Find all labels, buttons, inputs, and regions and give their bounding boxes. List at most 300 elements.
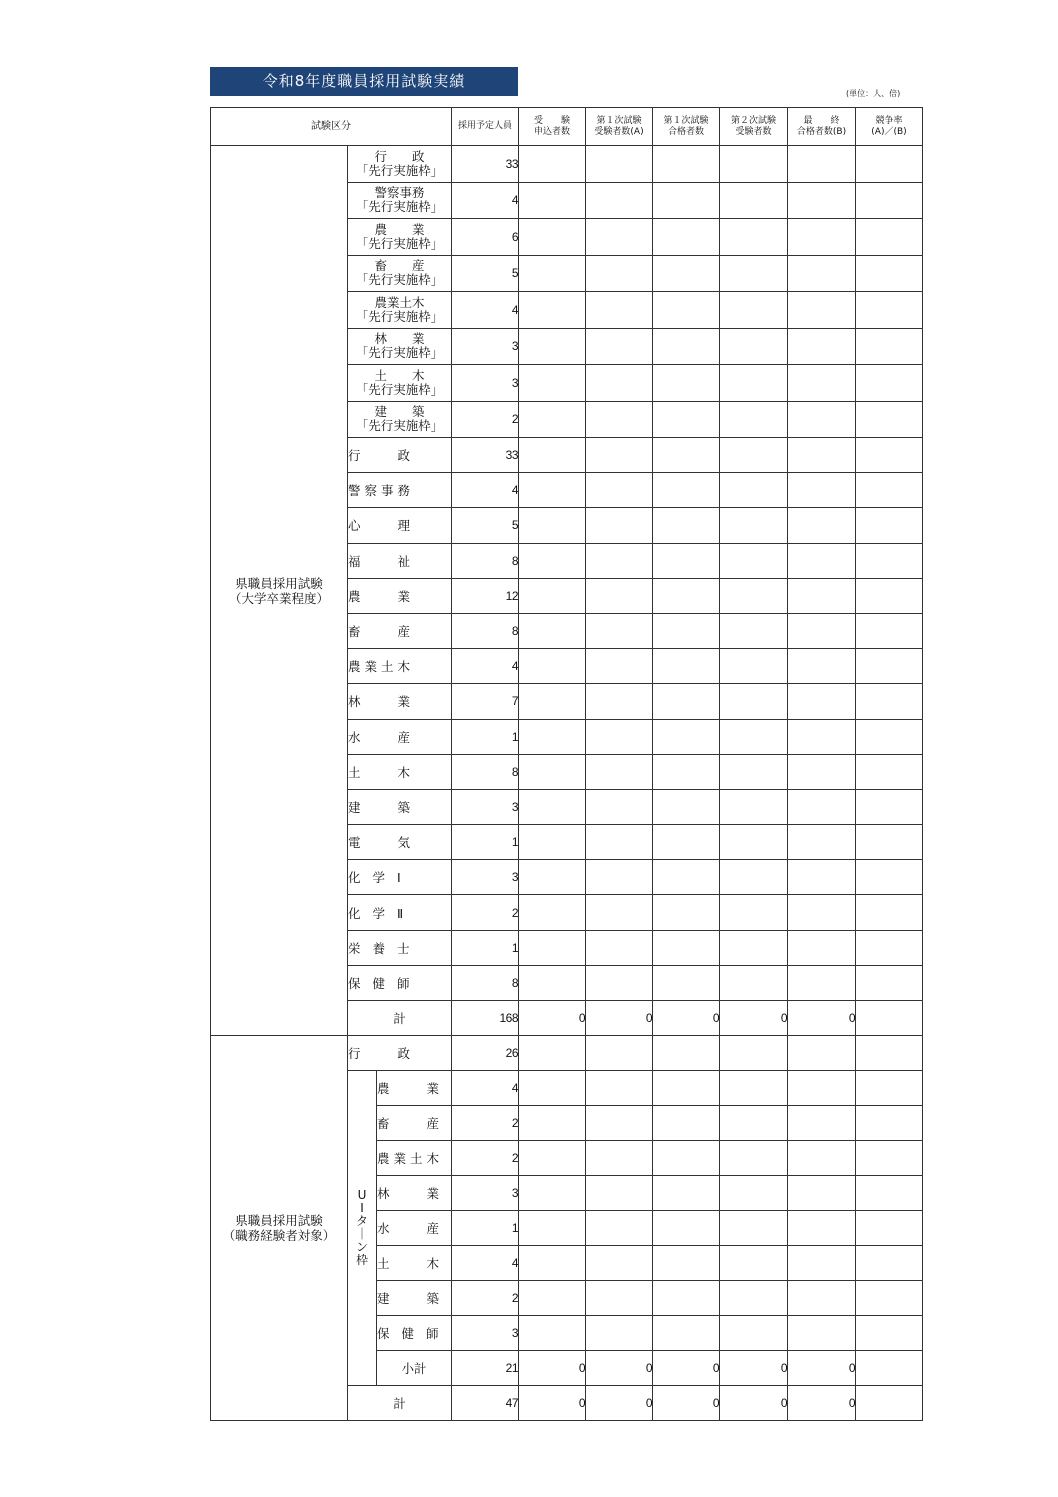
data-cell (788, 182, 856, 219)
data-cell (586, 1281, 653, 1316)
data-cell (519, 965, 586, 1000)
data-cell (653, 1281, 720, 1316)
category-cell: 畜 産 「先行実施枠」 (348, 255, 452, 292)
data-cell (856, 473, 923, 508)
data-cell (653, 1176, 720, 1211)
planned-cell: 1 (452, 719, 519, 754)
data-cell (720, 219, 788, 256)
data-cell (856, 1106, 923, 1141)
planned-cell: 33 (452, 146, 519, 183)
data-cell (653, 965, 720, 1000)
header-second-takers: 第２次試験 受験者数 (720, 108, 788, 146)
data-cell (519, 825, 586, 860)
planned-cell: 4 (452, 292, 519, 329)
page-title: 令和8年度職員採用試験実績 (210, 67, 518, 96)
data-cell (720, 719, 788, 754)
data-cell (519, 684, 586, 719)
data-cell (519, 930, 586, 965)
data-cell (586, 1036, 653, 1071)
total-cell-final-passers: 0 (788, 1351, 856, 1386)
data-cell (519, 365, 586, 402)
data-cell (653, 1106, 720, 1141)
data-cell (519, 292, 586, 329)
data-cell (788, 578, 856, 613)
total-label: 計 (348, 1386, 452, 1421)
data-cell (519, 754, 586, 789)
data-cell (586, 825, 653, 860)
data-cell (653, 1211, 720, 1246)
table-row (211, 146, 923, 183)
category-cell: 林 業 (377, 1176, 452, 1211)
total-cell-second-takers: 0 (720, 1351, 788, 1386)
data-cell (653, 860, 720, 895)
data-cell (653, 182, 720, 219)
category-cell: 警察事務 「先行実施枠」 (348, 182, 452, 219)
header-first-takers: 第１次試験 受験者数(A) (586, 108, 653, 146)
data-cell (856, 684, 923, 719)
data-cell (856, 789, 923, 824)
data-cell (720, 508, 788, 543)
data-cell (720, 895, 788, 930)
data-cell (519, 146, 586, 183)
data-cell (720, 754, 788, 789)
data-cell (856, 1036, 923, 1071)
planned-cell: 4 (452, 182, 519, 219)
data-cell (653, 438, 720, 473)
data-cell (788, 1281, 856, 1316)
data-cell (856, 438, 923, 473)
total-cell-first-passers: 0 (653, 1351, 720, 1386)
data-cell (856, 1176, 923, 1211)
total-label: 計 (348, 1001, 452, 1036)
data-cell (586, 578, 653, 613)
category-cell: 林 業 「先行実施枠」 (348, 328, 452, 365)
data-cell (519, 719, 586, 754)
unit-note: (単位：人、倍) (846, 89, 901, 98)
planned-cell: 3 (452, 1316, 519, 1351)
data-cell (586, 1071, 653, 1106)
data-cell (788, 860, 856, 895)
data-cell (586, 684, 653, 719)
data-cell (653, 1246, 720, 1281)
data-cell (720, 578, 788, 613)
results-table (210, 107, 923, 1421)
total-cell-first-passers: 0 (653, 1386, 720, 1421)
planned-cell: 5 (452, 255, 519, 292)
total-cell-applicants: 0 (519, 1386, 586, 1421)
data-cell (856, 719, 923, 754)
data-cell (653, 719, 720, 754)
data-cell (720, 1141, 788, 1176)
data-cell (720, 401, 788, 438)
data-cell (653, 789, 720, 824)
data-cell (856, 965, 923, 1000)
planned-cell: 2 (452, 1106, 519, 1141)
data-cell (720, 292, 788, 329)
data-cell (856, 219, 923, 256)
planned-cell: 2 (452, 1281, 519, 1316)
planned-cell: 8 (452, 965, 519, 1000)
data-cell (653, 1071, 720, 1106)
data-cell (856, 1246, 923, 1281)
subtotal-label: 小計 (377, 1351, 452, 1386)
data-cell (788, 1106, 856, 1141)
planned-cell: 12 (452, 578, 519, 613)
data-cell (653, 754, 720, 789)
category-cell: 農業土木 (377, 1141, 452, 1176)
section-university (211, 146, 923, 1036)
data-cell (586, 146, 653, 183)
data-cell (788, 930, 856, 965)
total-cell-ratio (856, 1351, 923, 1386)
data-cell (586, 473, 653, 508)
planned-cell: 8 (452, 543, 519, 578)
planned-cell: 3 (452, 1176, 519, 1211)
data-cell (788, 328, 856, 365)
data-cell (653, 1141, 720, 1176)
data-cell (856, 1211, 923, 1246)
data-cell (653, 1036, 720, 1071)
total-cell-first-takers: 0 (586, 1001, 653, 1036)
planned-cell: 33 (452, 438, 519, 473)
data-cell (788, 146, 856, 183)
data-cell (653, 1316, 720, 1351)
planned-cell: 47 (452, 1386, 519, 1421)
data-cell (856, 1316, 923, 1351)
header-category: 試験区分 (211, 108, 452, 146)
data-cell (788, 219, 856, 256)
category-cell: 化 学 Ⅱ (348, 895, 452, 930)
data-cell (586, 219, 653, 256)
data-cell (519, 1316, 586, 1351)
planned-cell: 3 (452, 365, 519, 402)
data-cell (653, 613, 720, 648)
data-cell (856, 401, 923, 438)
planned-cell: 2 (452, 1141, 519, 1176)
category-cell: 電 気 (348, 825, 452, 860)
planned-cell: 2 (452, 895, 519, 930)
planned-cell: 5 (452, 508, 519, 543)
data-cell (519, 508, 586, 543)
data-cell (720, 1211, 788, 1246)
data-cell (788, 473, 856, 508)
data-cell (856, 1071, 923, 1106)
data-cell (519, 1246, 586, 1281)
total-cell-first-takers: 0 (586, 1386, 653, 1421)
data-cell (788, 965, 856, 1000)
data-cell (519, 543, 586, 578)
data-cell (788, 1176, 856, 1211)
category-cell: 栄 養 士 (348, 930, 452, 965)
planned-cell: 21 (452, 1351, 519, 1386)
total-cell-ratio (856, 1001, 923, 1036)
data-cell (856, 182, 923, 219)
data-cell (856, 754, 923, 789)
data-cell (519, 255, 586, 292)
data-cell (788, 789, 856, 824)
data-cell (519, 649, 586, 684)
category-cell: 農業土木 「先行実施枠」 (348, 292, 452, 329)
data-cell (586, 1316, 653, 1351)
data-cell (586, 1176, 653, 1211)
planned-cell: 8 (452, 754, 519, 789)
data-cell (653, 255, 720, 292)
data-cell (788, 649, 856, 684)
data-cell (586, 328, 653, 365)
category-cell: 林 業 (348, 684, 452, 719)
data-cell (519, 1176, 586, 1211)
header-planned: 採用予定人員 (452, 108, 519, 146)
data-cell (586, 860, 653, 895)
data-cell (519, 182, 586, 219)
data-cell (856, 146, 923, 183)
data-cell (653, 930, 720, 965)
data-cell (788, 1036, 856, 1071)
data-cell (788, 438, 856, 473)
data-cell (720, 328, 788, 365)
category-cell: 行 政 「先行実施枠」 (348, 146, 452, 183)
data-cell (586, 1106, 653, 1141)
data-cell (653, 508, 720, 543)
category-cell: 土 木 「先行実施枠」 (348, 365, 452, 402)
category-cell: 農 業 (348, 578, 452, 613)
data-cell (519, 473, 586, 508)
planned-cell: 6 (452, 219, 519, 256)
category-cell: 心 理 (348, 508, 452, 543)
data-cell (788, 1141, 856, 1176)
planned-cell: 168 (452, 1001, 519, 1036)
category-cell: 行 政 (348, 1036, 452, 1071)
data-cell (788, 613, 856, 648)
data-cell (788, 255, 856, 292)
data-cell (586, 754, 653, 789)
planned-cell: 1 (452, 1211, 519, 1246)
data-cell (788, 508, 856, 543)
group-label-experienced: 県職員採用試験 （職務経験者対象） (211, 1036, 348, 1421)
planned-cell: 2 (452, 401, 519, 438)
category-cell: 保 健 師 (348, 965, 452, 1000)
data-cell (586, 930, 653, 965)
data-cell (788, 825, 856, 860)
data-cell (653, 543, 720, 578)
data-cell (653, 473, 720, 508)
data-cell (586, 1211, 653, 1246)
data-cell (653, 365, 720, 402)
data-cell (720, 825, 788, 860)
category-cell: 行 政 (348, 438, 452, 473)
category-cell: 土 木 (348, 754, 452, 789)
data-cell (856, 1281, 923, 1316)
data-cell (720, 365, 788, 402)
data-cell (788, 1071, 856, 1106)
data-cell (720, 1176, 788, 1211)
category-cell: 畜 産 (348, 613, 452, 648)
data-cell (653, 684, 720, 719)
data-cell (653, 401, 720, 438)
total-cell-first-takers: 0 (586, 1351, 653, 1386)
category-cell: 農 業 「先行実施枠」 (348, 219, 452, 256)
data-cell (720, 1246, 788, 1281)
category-cell: 水 産 (377, 1211, 452, 1246)
data-cell (586, 719, 653, 754)
planned-cell: 1 (452, 825, 519, 860)
data-cell (586, 1141, 653, 1176)
planned-cell: 8 (452, 613, 519, 648)
data-cell (788, 684, 856, 719)
category-cell: 保 健 師 (377, 1316, 452, 1351)
planned-cell: 26 (452, 1036, 519, 1071)
data-cell (856, 292, 923, 329)
total-cell-second-takers: 0 (720, 1001, 788, 1036)
data-cell (788, 1246, 856, 1281)
data-cell (856, 825, 923, 860)
data-cell (720, 255, 788, 292)
data-cell (653, 578, 720, 613)
data-cell (788, 543, 856, 578)
data-cell (519, 1211, 586, 1246)
category-cell: 建 築 「先行実施枠」 (348, 401, 452, 438)
data-cell (856, 930, 923, 965)
data-cell (519, 1281, 586, 1316)
data-cell (519, 895, 586, 930)
data-cell (856, 365, 923, 402)
data-cell (720, 473, 788, 508)
total-cell-first-passers: 0 (653, 1001, 720, 1036)
header-final-passers: 最 終 合格者数(B) (788, 108, 856, 146)
category-cell: 畜 産 (377, 1106, 452, 1141)
data-cell (788, 895, 856, 930)
data-cell (788, 754, 856, 789)
data-cell (720, 1106, 788, 1141)
data-cell (586, 365, 653, 402)
data-cell (586, 292, 653, 329)
header-applicants: 受 験 申込者数 (519, 108, 586, 146)
data-cell (586, 543, 653, 578)
total-cell-applicants: 0 (519, 1351, 586, 1386)
total-cell-applicants: 0 (519, 1001, 586, 1036)
data-cell (586, 1246, 653, 1281)
planned-cell: 3 (452, 328, 519, 365)
data-cell (788, 292, 856, 329)
group-label-university: 県職員採用試験 （大学卒業程度） (211, 146, 348, 1036)
data-cell (519, 328, 586, 365)
category-cell: 化 学 Ⅰ (348, 860, 452, 895)
data-cell (586, 438, 653, 473)
data-cell (586, 895, 653, 930)
planned-cell: 3 (452, 860, 519, 895)
data-cell (788, 365, 856, 402)
category-cell: 農 業 (377, 1071, 452, 1106)
data-cell (720, 1316, 788, 1351)
data-cell (653, 292, 720, 329)
data-cell (586, 508, 653, 543)
data-cell (856, 895, 923, 930)
data-cell (586, 255, 653, 292)
planned-cell: 7 (452, 684, 519, 719)
data-cell (856, 578, 923, 613)
data-cell (586, 789, 653, 824)
data-cell (519, 438, 586, 473)
data-cell (519, 401, 586, 438)
data-cell (856, 1141, 923, 1176)
data-cell (720, 613, 788, 648)
data-cell (586, 965, 653, 1000)
data-cell (720, 684, 788, 719)
data-cell (653, 895, 720, 930)
data-cell (856, 543, 923, 578)
section-experienced (211, 1036, 923, 1421)
data-cell (856, 328, 923, 365)
planned-cell: 4 (452, 1071, 519, 1106)
data-cell (586, 182, 653, 219)
data-cell (519, 1106, 586, 1141)
data-cell (720, 182, 788, 219)
data-cell (856, 508, 923, 543)
data-cell (720, 860, 788, 895)
category-cell: 建 築 (377, 1281, 452, 1316)
total-cell-final-passers: 0 (788, 1386, 856, 1421)
data-cell (720, 930, 788, 965)
data-cell (788, 719, 856, 754)
data-cell (653, 825, 720, 860)
table-row (211, 1036, 923, 1071)
data-cell (788, 401, 856, 438)
total-cell-final-passers: 0 (788, 1001, 856, 1036)
planned-cell: 4 (452, 1246, 519, 1281)
total-cell-second-takers: 0 (720, 1386, 788, 1421)
header-first-passers: 第１次試験 合格者数 (653, 108, 720, 146)
data-cell (720, 543, 788, 578)
data-cell (519, 789, 586, 824)
data-cell (720, 965, 788, 1000)
planned-cell: 1 (452, 930, 519, 965)
data-cell (519, 219, 586, 256)
category-cell: 建 築 (348, 789, 452, 824)
data-cell (856, 649, 923, 684)
data-cell (788, 1316, 856, 1351)
data-cell (720, 649, 788, 684)
data-cell (653, 146, 720, 183)
data-cell (519, 860, 586, 895)
planned-cell: 3 (452, 789, 519, 824)
data-cell (586, 401, 653, 438)
data-cell (720, 789, 788, 824)
data-cell (720, 1281, 788, 1316)
data-cell (720, 146, 788, 183)
data-cell (519, 1036, 586, 1071)
data-cell (519, 613, 586, 648)
data-cell (653, 649, 720, 684)
data-cell (519, 1071, 586, 1106)
data-cell (586, 613, 653, 648)
planned-cell: 4 (452, 473, 519, 508)
data-cell (720, 438, 788, 473)
data-cell (653, 219, 720, 256)
data-cell (720, 1036, 788, 1071)
data-cell (788, 1211, 856, 1246)
category-cell: 水 産 (348, 719, 452, 754)
category-cell: 警察事務 (348, 473, 452, 508)
uturn-label: U I タ ｜ ン 枠 (348, 1071, 377, 1386)
category-cell: 土 木 (377, 1246, 452, 1281)
data-cell (856, 613, 923, 648)
data-cell (519, 1141, 586, 1176)
data-cell (856, 860, 923, 895)
category-cell: 福 祉 (348, 543, 452, 578)
header-ratio: 競争率 (A)／(B) (856, 108, 923, 146)
total-cell-ratio (856, 1386, 923, 1421)
data-cell (720, 1071, 788, 1106)
